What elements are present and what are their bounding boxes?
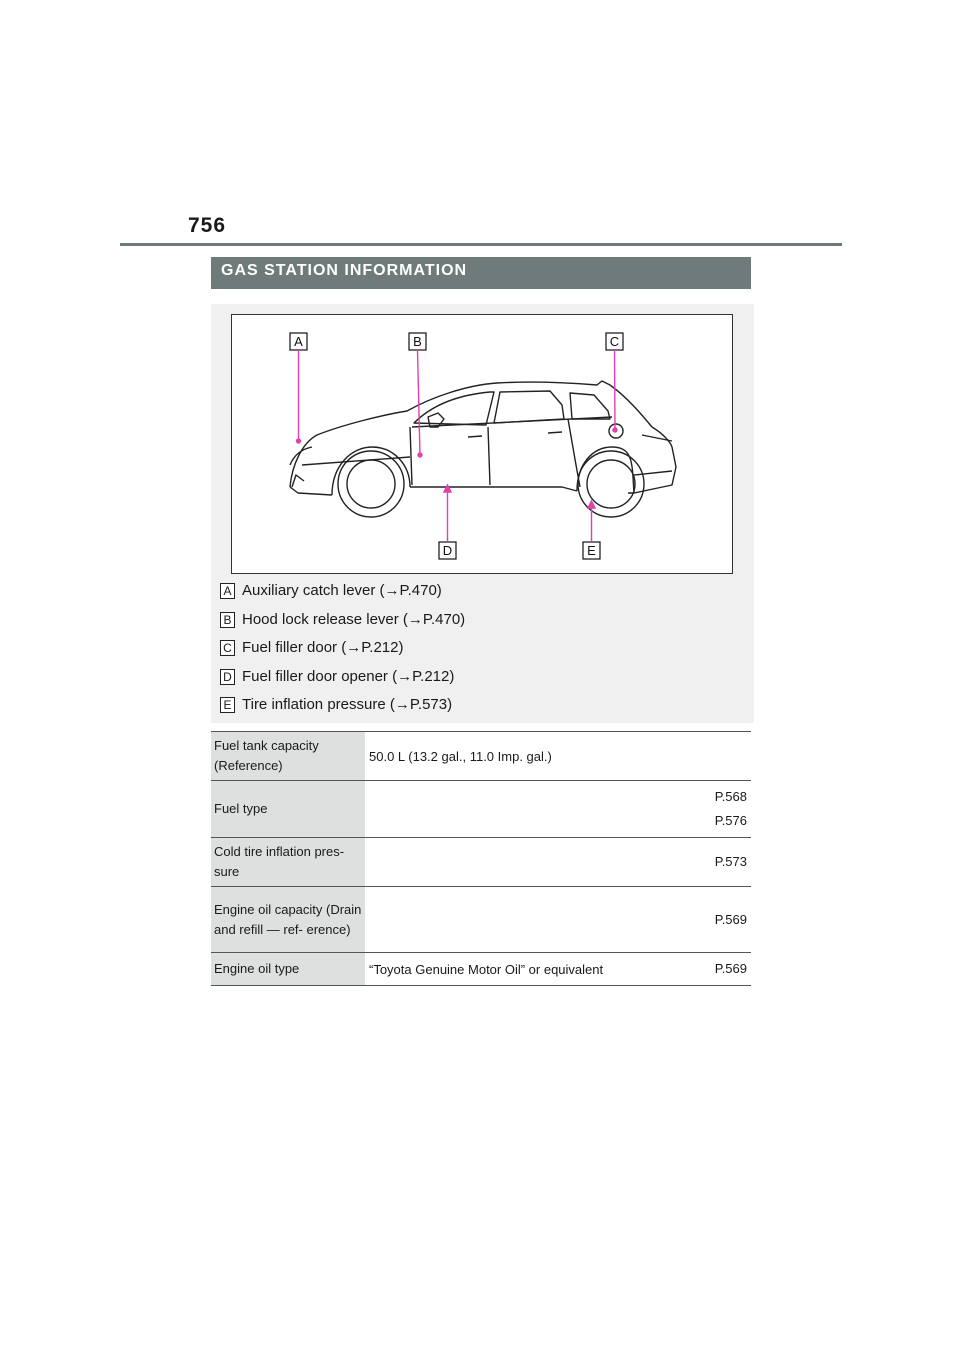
spec-value bbox=[365, 887, 633, 953]
legend-letter: E bbox=[220, 697, 235, 713]
callout-b: B bbox=[413, 334, 422, 349]
spec-ref bbox=[633, 887, 751, 953]
spec-label: Cold tire inflation pres- sure bbox=[211, 838, 365, 887]
spec-ref bbox=[633, 953, 751, 986]
legend-letter: B bbox=[220, 612, 235, 628]
spec-label: Fuel type bbox=[211, 781, 365, 838]
spec-value: 50.0 L (13.2 gal., 11.0 Imp. gal.) bbox=[365, 732, 751, 781]
callout-e: E bbox=[587, 543, 596, 558]
spec-value bbox=[365, 781, 633, 838]
spec-value bbox=[365, 838, 633, 887]
legend-text: Auxiliary catch lever (→P.470) bbox=[242, 582, 442, 599]
page-reference: P.573 bbox=[714, 854, 747, 869]
section-title: GAS STATION INFORMATION bbox=[211, 257, 751, 289]
table-row bbox=[211, 838, 751, 887]
table-row bbox=[211, 781, 751, 838]
spec-label: Fuel tank capacity (Reference) bbox=[211, 732, 365, 781]
legend-letter: D bbox=[220, 669, 235, 685]
legend-text: Fuel filler door (→P.212) bbox=[242, 639, 404, 656]
spec-ref bbox=[633, 838, 751, 887]
page-reference: P.576 bbox=[714, 813, 747, 828]
spec-label: Engine oil type bbox=[211, 953, 365, 986]
table-row bbox=[211, 732, 751, 781]
spec-label: Engine oil capacity (Drain and refill — ref- erence) bbox=[211, 887, 365, 953]
spec-ref bbox=[633, 781, 751, 838]
legend-text: Tire inflation pressure (→P.573) bbox=[242, 696, 453, 713]
page-reference: P.568 bbox=[714, 789, 747, 804]
table-row bbox=[211, 953, 751, 986]
page-reference: P.569 bbox=[714, 911, 747, 927]
header-rule bbox=[120, 243, 842, 246]
legend-letter: C bbox=[220, 640, 235, 656]
callout-a: A bbox=[294, 334, 303, 349]
table-row bbox=[211, 887, 751, 953]
page-reference: P.569 bbox=[714, 961, 747, 976]
car-side-view-diagram bbox=[232, 315, 732, 573]
car-illustration bbox=[231, 314, 733, 574]
page-number: 756 bbox=[188, 214, 227, 237]
callout-d: D bbox=[442, 543, 453, 558]
spec-table bbox=[211, 731, 751, 986]
legend-text: Fuel filler door opener (→P.212) bbox=[242, 667, 455, 685]
legend-text: Hood lock release lever (→P.470) bbox=[242, 610, 466, 628]
callout-c: C bbox=[609, 334, 620, 349]
spec-value: “Toyota Genuine Motor Oil” or equivalent bbox=[365, 953, 633, 986]
legend-letter: A bbox=[220, 583, 235, 599]
